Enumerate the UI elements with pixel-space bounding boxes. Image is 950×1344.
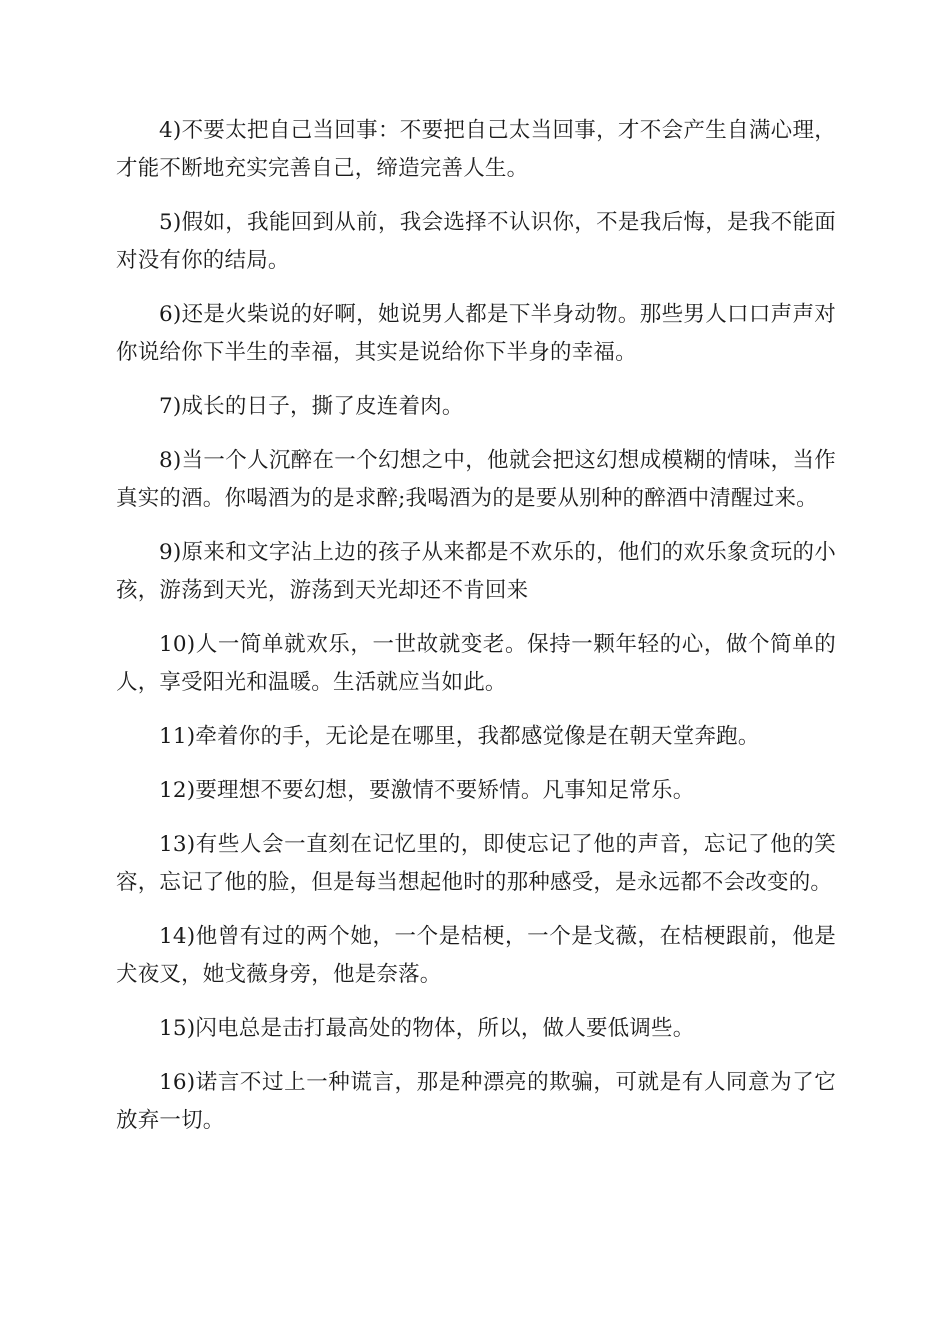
paragraph-item-11: 11)牵着你的手，无论是在哪里，我都感觉像是在朝天堂奔跑。 (159, 724, 760, 749)
paragraph-item-12: 12)要理想不要幻想，要激情不要矫情。凡事知足常乐。 (159, 778, 695, 803)
paragraph-item-4: 4)不要太把自己当回事：不要把自己太当回事，才不会产生自满心理，才能不断地充实完善自己，缔造完善人生。 (116, 118, 836, 181)
paragraph-item-5: 5)假如，我能回到从前，我会选择不认识你，不是我后悔，是我不能面对没有你的结局。 (116, 210, 836, 273)
paragraph-item-13: 13)有些人会一直刻在记忆里的，即使忘记了他的声音，忘记了他的笑容，忘记了他的脸，但是每当想起他时的那种感受，是永远都不会改变的。 (116, 832, 836, 895)
paragraph-item-6: 6)还是火柴说的好啊，她说男人都是下半身动物。那些男人口口声声对你说给你下半生的幸福，其实是说给你下半身的幸福。 (116, 302, 836, 365)
paragraph-item-16: 16)诺言不过上一种谎言，那是种漂亮的欺骗，可就是有人同意为了它放弃一切。 (116, 1070, 836, 1133)
paragraph-item-15: 15)闪电总是击打最高处的物体，所以，做人要低调些。 (159, 1016, 695, 1041)
document-body (116, 112, 836, 1156)
paragraph-item-14: 14)他曾有过的两个她，一个是桔梗，一个是戈薇，在桔梗跟前，他是犬夜叉，她戈薇身旁，他是奈落。 (116, 924, 836, 987)
paragraph-item-9: 9)原来和文字沾上边的孩子从来都是不欢乐的，他们的欢乐象贪玩的小孩，游荡到天光，游荡到天光却还不肯回来 (116, 540, 836, 603)
paragraph-item-7: 7)成长的日子，撕了皮连着肉。 (159, 394, 464, 419)
paragraph-item-8: 8)当一个人沉醉在一个幻想之中，他就会把这幻想成模糊的情味，当作真实的酒。你喝酒为的是求醉;我喝酒为的是要从别种的醉酒中清醒过来。 (116, 448, 836, 511)
paragraph-item-10: 10)人一简单就欢乐，一世故就变老。保持一颗年轻的心，做个简单的人，享受阳光和温暖。生活就应当如此。 (116, 632, 836, 695)
